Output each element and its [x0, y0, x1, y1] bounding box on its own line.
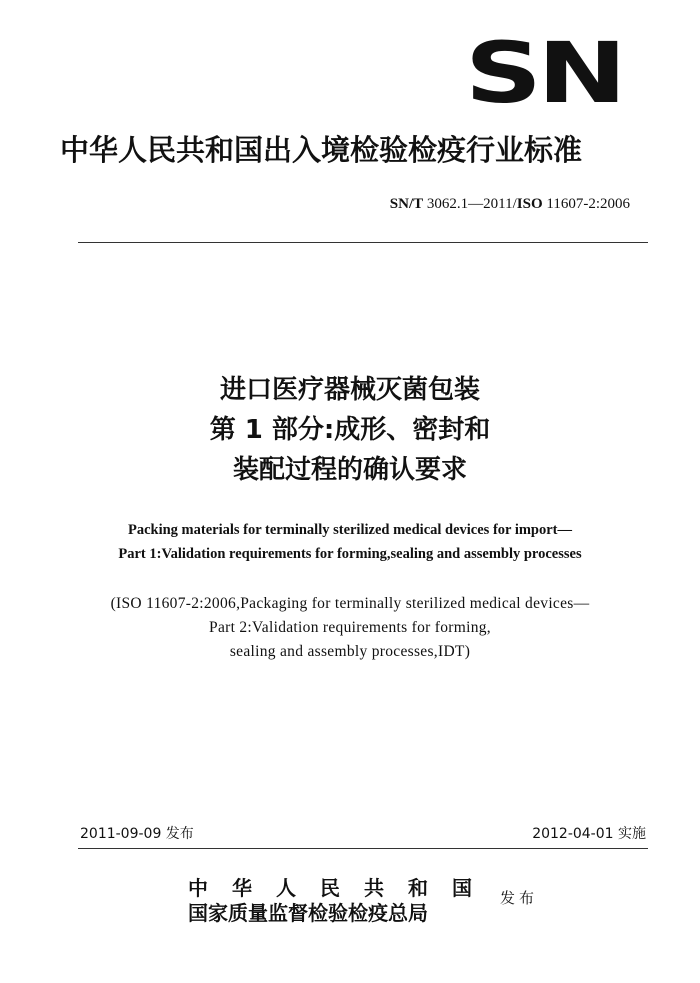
- chinese-title-line-1: 进口医疗器械灭菌包装: [219, 375, 480, 405]
- iso-note-line-1: (ISO 11607-2:2006,Packaging for terminally sterilized medical devices—: [110, 595, 590, 612]
- implementation-date: 2012-04-01 实施: [532, 826, 646, 842]
- publisher-line-2: 国家质量监督检验检疫总局: [188, 901, 428, 925]
- iso-note-line-2: Part 2:Validation requirements for forming,: [209, 619, 491, 636]
- publish-label: 发布: [500, 889, 539, 907]
- iso-equivalence-note: [0, 592, 700, 664]
- standard-code-iso-prefix: ISO: [516, 196, 543, 212]
- standard-code-number: 3062.1—2011/: [423, 196, 517, 212]
- english-title: [0, 518, 700, 566]
- standard-code: [390, 194, 630, 214]
- english-title-line-2: Part 1:Validation requirements for forming,sealing and assembly processes: [118, 546, 582, 562]
- top-divider: [78, 242, 648, 243]
- chinese-title: [0, 370, 700, 490]
- publisher-line-1: 中华人民共和国: [188, 876, 496, 900]
- publisher: [188, 876, 496, 926]
- chinese-title-line-2: 第 1 部分:成形、密封和: [209, 415, 491, 445]
- issue-date: 2011-09-09 发布: [80, 826, 194, 842]
- standard-code-iso-number: 11607-2:2006: [542, 196, 630, 212]
- chinese-title-line-3: 装配过程的确认要求: [232, 455, 467, 485]
- bottom-divider: [78, 848, 648, 849]
- standard-code-prefix: SN/T: [389, 196, 424, 212]
- sn-logo: SN: [464, 24, 622, 122]
- english-title-line-1: Packing materials for terminally sterilized medical devices for import—: [127, 522, 573, 538]
- iso-note-line-3: sealing and assembly processes,IDT): [229, 643, 471, 660]
- standard-category-title: 中华人民共和国出入境检验检疫行业标准: [60, 133, 583, 167]
